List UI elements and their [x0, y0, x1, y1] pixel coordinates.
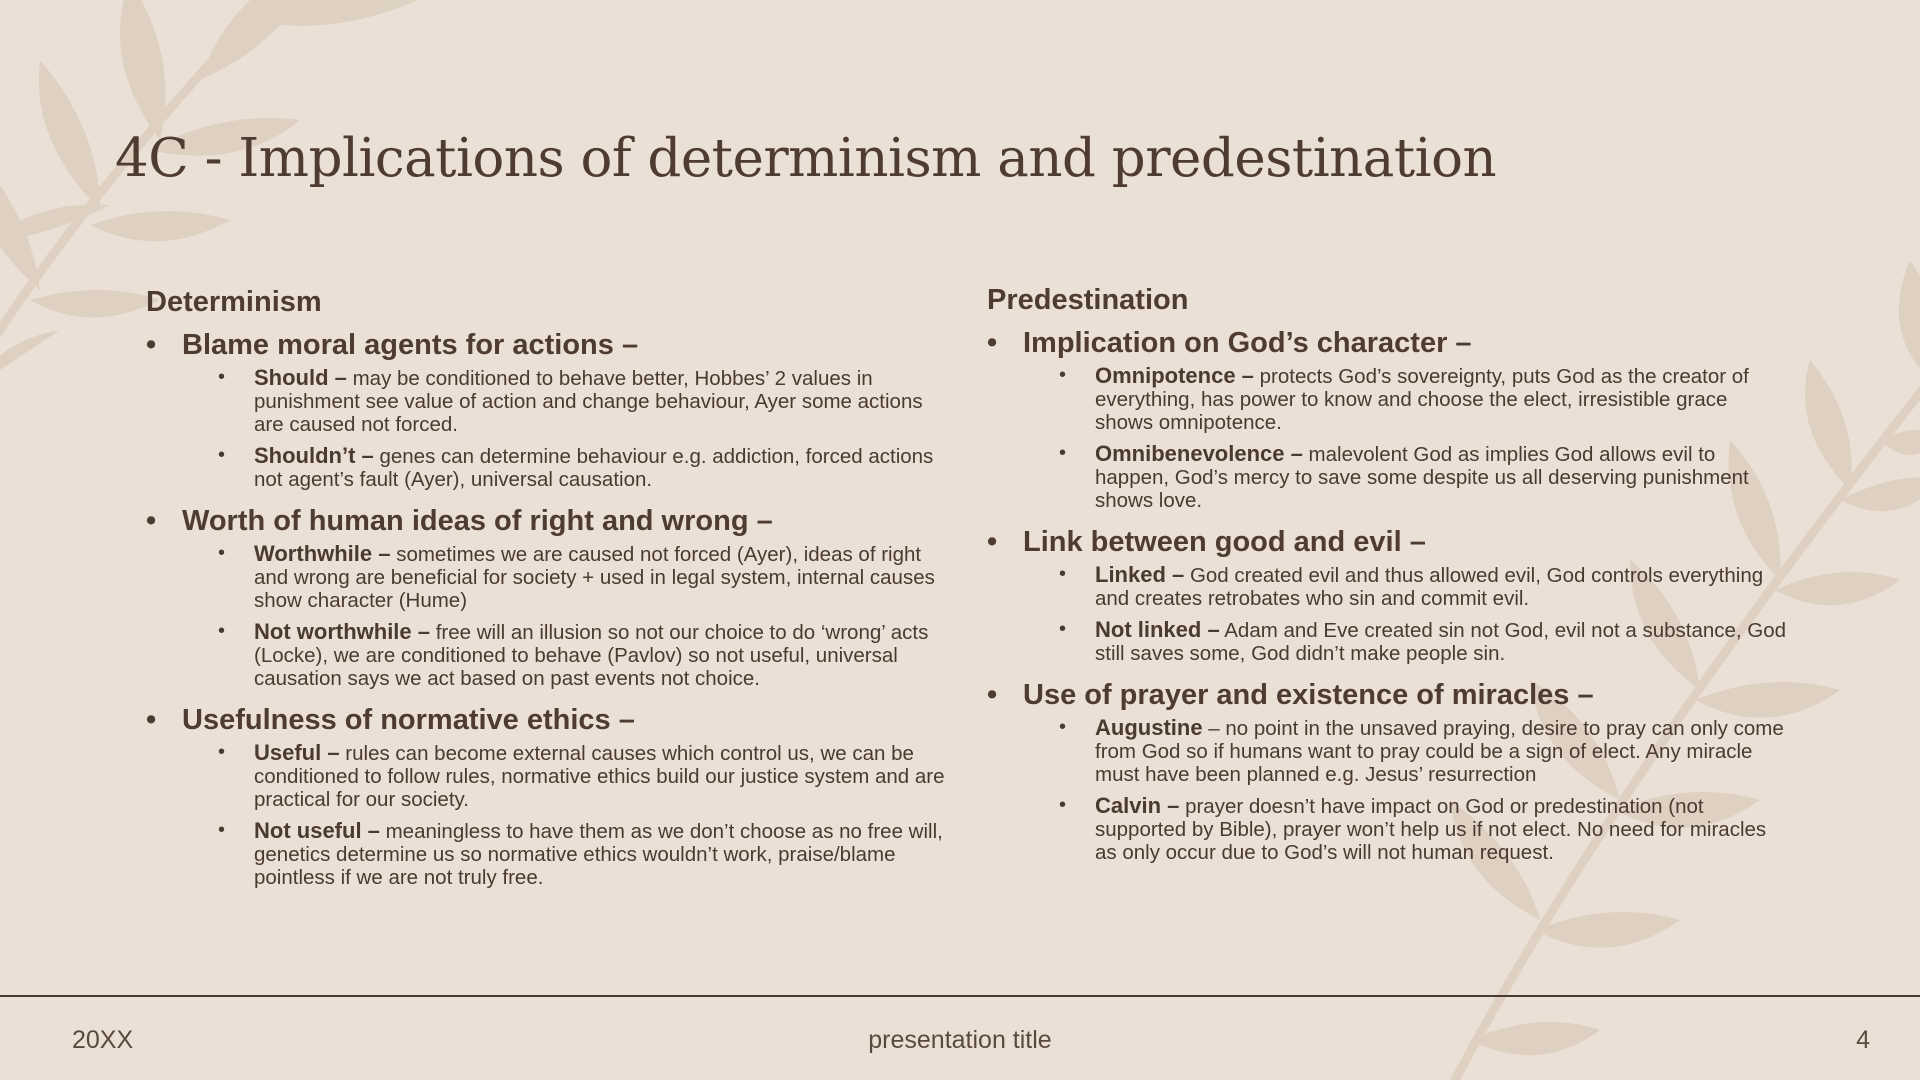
sub-point-text: meaningless to have them as we don’t choose as no free will, genetics determine us so normative ethics wouldn’t work, praise/blame pointless if we are not truly free. — [254, 820, 943, 889]
sub-point-lead: Not worthwhile – — [254, 619, 430, 644]
sub-point-lead: Shouldn’t – — [254, 443, 374, 468]
point-title: Worth of human ideas of right and wrong – — [182, 505, 773, 537]
sub-point — [987, 364, 1787, 434]
column-heading: Predestination — [987, 284, 1189, 316]
determinism-column — [146, 286, 946, 903]
bullet-icon: • — [1059, 442, 1067, 464]
bullet-icon: • — [218, 620, 226, 642]
sub-point-lead: Augustine — [1095, 715, 1203, 740]
footer-presentation-title: presentation title — [868, 1026, 1052, 1054]
bullet-point — [987, 679, 1787, 864]
sub-point-text: – no point in the unsaved praying, desire to pray can only come from God so if humans want to pray could be a sign of elect. Any miracle must have been planned e.g. Jesus’ resurrection — [1095, 717, 1784, 786]
bullet-icon: • — [218, 542, 226, 564]
predestination-column — [987, 284, 1787, 878]
footer-date: 20XX — [72, 1026, 134, 1054]
sub-point-text: may be conditioned to behave better, Hobbes’ 2 values in punishment see value of action and change behaviour, Ayer some actions are caused not forced. — [254, 367, 923, 436]
bullet-icon: • — [1059, 563, 1067, 585]
sub-point-lead: Not linked – — [1095, 617, 1220, 642]
sub-point-lead: Omnipotence – — [1095, 363, 1254, 388]
sub-point — [987, 442, 1787, 512]
sub-point — [146, 741, 946, 811]
sub-point-text: free will an illusion so not our choice to do ‘wrong’ acts (Locke), we are conditioned to behave (Pavlov) so not useful, universal causation says we act based on past events not choice. — [254, 621, 929, 690]
bullet-icon: • — [218, 444, 226, 466]
bullet-point — [987, 327, 1787, 512]
bullet-point — [146, 329, 946, 491]
sub-point-lead: Useful – — [254, 740, 340, 765]
bullet-icon: • — [987, 327, 998, 359]
sub-point-lead: Not useful – — [254, 818, 380, 843]
slide-title: 4C - Implications of determinism and predestination — [115, 128, 1497, 189]
sub-point — [987, 716, 1787, 786]
bullet-icon: • — [1059, 716, 1067, 738]
sub-point — [146, 542, 946, 612]
sub-point — [987, 794, 1787, 864]
bullet-point — [987, 526, 1787, 665]
point-title: Blame moral agents for actions – — [182, 329, 639, 361]
sub-point-text: genes can determine behaviour e.g. addiction, forced actions not agent’s fault (Ayer), universal causation. — [254, 445, 934, 491]
bullet-icon: • — [987, 679, 998, 711]
footer-divider — [0, 995, 1920, 997]
slide-number: 4 — [1856, 1026, 1870, 1054]
point-title: Use of prayer and existence of miracles – — [1023, 679, 1594, 711]
sub-point — [146, 620, 946, 690]
sub-point — [146, 819, 946, 889]
bullet-icon: • — [1059, 618, 1067, 640]
sub-point-lead: Omnibenevolence – — [1095, 441, 1303, 466]
point-title: Link between good and evil – — [1023, 526, 1426, 558]
sub-point-text: God created evil and thus allowed evil, God controls everything and creates retrobates who sin and commit evil. — [1095, 564, 1764, 610]
bullet-icon: • — [146, 505, 157, 537]
sub-point-lead: Linked – — [1095, 562, 1185, 587]
sub-point-text: rules can become external causes which control us, we can be conditioned to follow rules, normative ethics build our justice system and are practical for our society. — [254, 742, 945, 811]
bullet-icon: • — [218, 819, 226, 841]
bullet-point — [146, 704, 946, 889]
bullet-icon: • — [218, 741, 226, 763]
sub-point-text: sometimes we are caused not forced (Ayer), ideas of right and wrong are beneficial for society + used in legal system, internal causes show character (Hume) — [254, 543, 935, 612]
bullet-icon: • — [987, 526, 998, 558]
sub-point-text: prayer doesn’t have impact on God or predestination (not supported by Bible), prayer won’t help us if not elect. No need for miracles as only occur due to God’s will not human request. — [1095, 795, 1767, 864]
sub-point-lead: Calvin – — [1095, 793, 1180, 818]
sub-point-text: malevolent God as implies God allows evil to happen, God’s mercy to save some despite us all deserving punishment shows love. — [1095, 443, 1749, 512]
sub-point-text: Adam and Eve created sin not God, evil not a substance, God still saves some, God didn’t make people sin. — [1095, 619, 1787, 665]
bullet-icon: • — [218, 366, 226, 388]
sub-point — [987, 563, 1787, 610]
column-heading: Determinism — [146, 286, 322, 318]
bullet-icon: • — [146, 704, 157, 736]
sub-point — [146, 444, 946, 491]
point-title: Usefulness of normative ethics – — [182, 704, 635, 736]
sub-point — [987, 618, 1787, 665]
point-title: Implication on God’s character – — [1023, 327, 1472, 359]
bullet-icon: • — [1059, 794, 1067, 816]
sub-point-lead: Worthwhile – — [254, 541, 391, 566]
sub-point-text: protects God’s sovereignty, puts God as the creator of everything, has power to know and choose the elect, irresistible grace shows omnipotence. — [1095, 365, 1749, 434]
bullet-icon: • — [146, 329, 157, 361]
bullet-icon: • — [1059, 364, 1067, 386]
sub-point — [146, 366, 946, 436]
bullet-point — [146, 505, 946, 690]
sub-point-lead: Should – — [254, 365, 347, 390]
